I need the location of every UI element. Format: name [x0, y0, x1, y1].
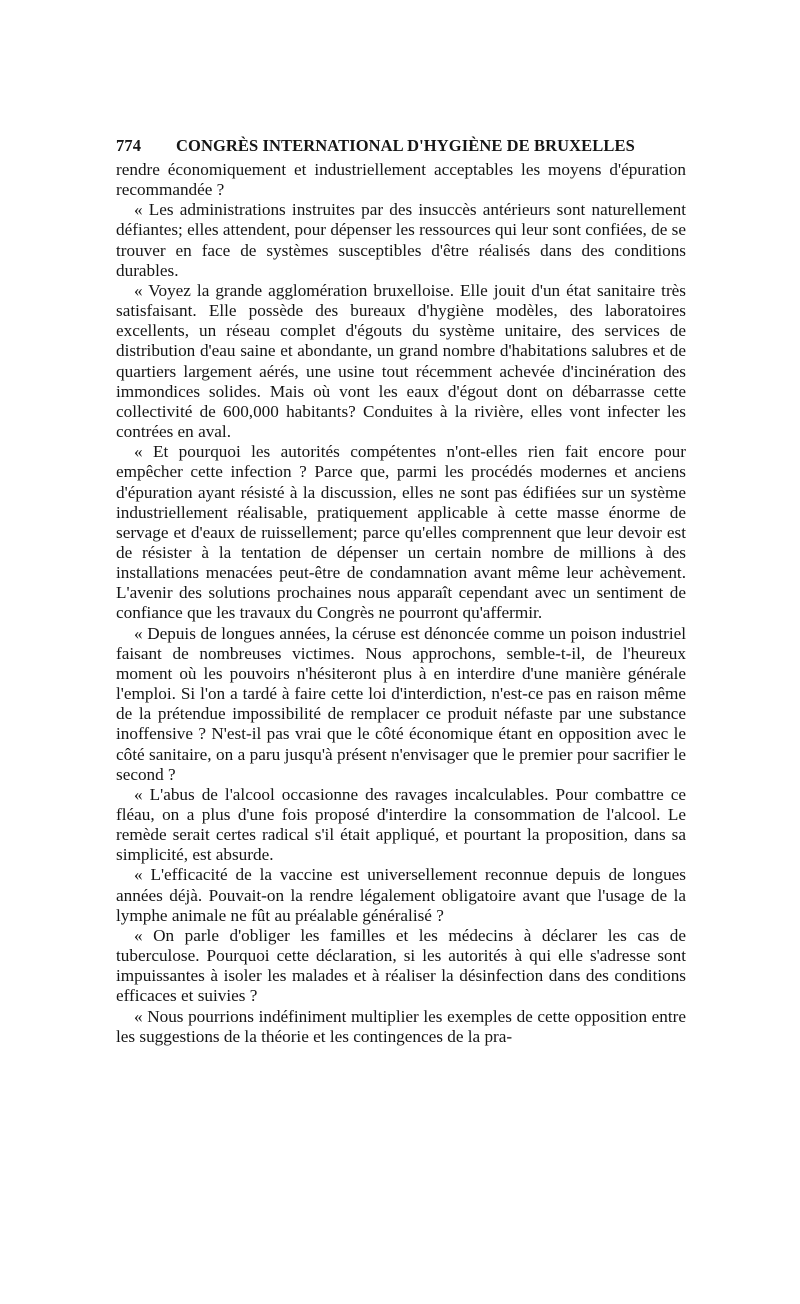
page-number: 774 — [116, 136, 142, 155]
paragraph-conclusion: « Nous pourrions indéfiniment multiplier les exemples de cette opposition entre les suggestions de la théorie et les contingences de la pra- — [116, 1006, 686, 1046]
paragraph-autorites: « Et pourquoi les autorités compétentes n'ont-elles rien fait encore pour empêcher cette infection ? Parce que, parmi les procédés modernes et anciens d'épuration ayant résisté à la discussion, elles ne sont pas édifiées sur un système industriellement réalisable, pratiquement applicable à cette masse énorme de servage et d'eaux de ruissellement; parce qu'elles comprennent que leur devoir est de résister à la tentation de dépenser un certain nombre de millions à des installations menacées peut-être de condamnation avant même leur achèvement. L'avenir des solutions prochaines nous apparaît cependant avec un sentiment de confiance que les travaux du Congrès ne pourront qu'affermir. — [116, 442, 686, 623]
paragraph-ceruse: « Depuis de longues années, la céruse est dénoncée comme un poison industriel faisant de nombreuses victimes. Nous approchons, semble-t-il, de l'heureux moment où les pouvoirs n'hésiteront plus à en interdire d'une manière générale l'emploi. Si l'on a tardé à faire cette loi d'interdiction, n'est-ce pas en raison même de la prétendue impossibilité de remplacer ce produit néfaste par une substance inoffensive ? N'est-il pas vrai que le côté économique étant en opposition avec le côté sanitaire, on a paru jusqu'à présent n'envisager que le premier pour sacrifier le second ? — [116, 623, 686, 784]
running-head-title: CONGRÈS INTERNATIONAL D'HYGIÈNE DE BRUXELLES — [176, 136, 635, 155]
paragraph-vaccine: « L'efficacité de la vaccine est universellement reconnue depuis de longues années déjà. Pouvait-on la rendre légalement obligatoire avant que l'usage de la lymphe animale ne fût au préalable généralisé ? — [116, 865, 686, 925]
paragraph-tuberculose: « On parle d'obliger les familles et les médecins à déclarer les cas de tuberculose. Pourquoi cette déclaration, si les autorités à qui elle s'adresse sont impuissantes à isoler les malades et à réaliser la désinfection dans des conditions efficaces et suivies ? — [116, 925, 686, 1006]
paragraph-bruxelles: « Voyez la grande agglomération bruxelloise. Elle jouit d'un état sanitaire très satisfaisant. Elle possède des bureaux d'hygiène modèles, des laboratoires excellents, un réseau complet d'égouts du système unitaire, des services de distribution d'eau saine et abondante, un grand nombre d'habitations salubres et de quartiers largement aérés, une usine tout récemment achevée d'incinération des immondices solides. Mais où vont les eaux d'égout dont on débarrasse cette collectivité de 600,000 habitants? Conduites à la rivière, elles vont infecter les contrées en aval. — [116, 280, 686, 442]
running-head — [116, 136, 686, 160]
page — [116, 136, 686, 1047]
paragraph-administrations: « Les administrations instruites par des insuccès antérieurs sont naturellement défiantes; elles attendent, pour dépenser les ressources qui leur sont confiées, de se trouver en face de systèmes susceptibles d'être réalisés dans des conditions durables. — [116, 200, 686, 280]
paragraph-continuation: rendre économiquement et industriellement acceptables les moyens d'épuration recommandée ? — [116, 160, 686, 200]
body-text — [116, 160, 686, 1047]
paragraph-alcool: « L'abus de l'alcool occasionne des ravages incalculables. Pour combattre ce fléau, on a plus d'une fois proposé d'interdire la consommation de l'alcool. Le remède serait certes radical s'il était appliqué, et pourtant la proposition, dans sa simplicité, est absurde. — [116, 784, 686, 865]
